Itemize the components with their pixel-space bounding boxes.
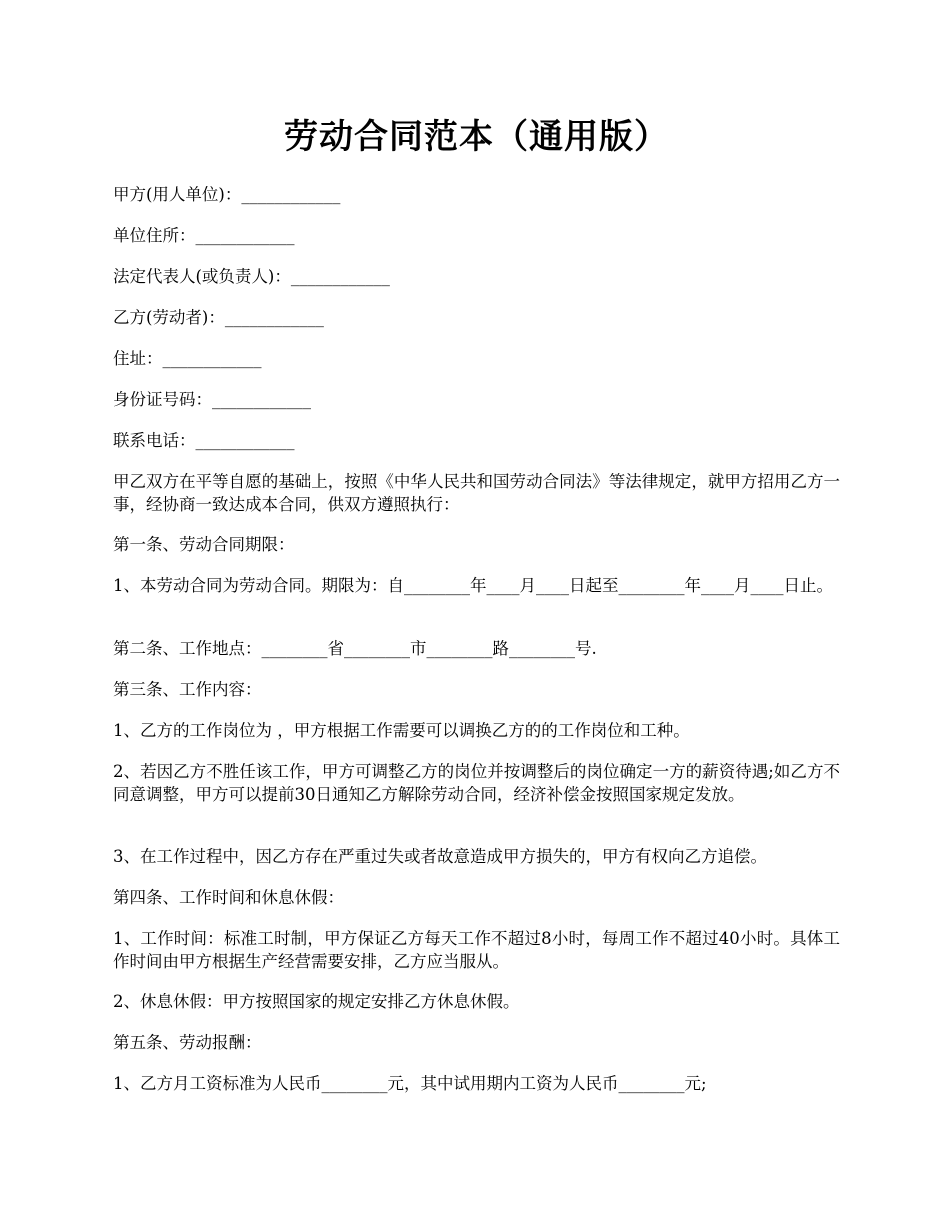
article-3-heading: 第三条、工作内容：	[113, 680, 262, 699]
article-3-clause-1: 1、乙方的工作岗位为 ，甲方根据工作需要可以调换乙方的的工作岗位和工种。	[113, 721, 690, 740]
document-title: 劳动合同范本（通用版）	[284, 117, 669, 157]
employee-address-line: 住址：____________	[113, 349, 262, 368]
article-3-clause-3: 3、在工作过程中，因乙方存在严重过失或者故意造成甲方损失的，甲方有权向乙方追偿。	[113, 847, 767, 866]
article-4-clause-2: 2、休息休假：甲方按照国家的规定安排乙方休息休假。	[113, 992, 520, 1011]
article-3-clause-2: 2、若因乙方不胜任该工作，甲方可调整乙方的岗位并按调整后的岗位确定一方的薪资待遇;如乙方不同意调整，甲方可以提前30日通知乙方解除劳动合同，经济补偿金按照国家规定发放。	[113, 762, 840, 804]
party-b-employee-line: 乙方(劳动者)：____________	[113, 308, 324, 327]
article-1-heading: 第一条、劳动合同期限：	[113, 535, 295, 554]
employer-address-line: 单位住所：____________	[113, 226, 295, 245]
legal-representative-line: 法定代表人(或负责人)：____________	[113, 267, 390, 286]
id-number-line: 身份证号码：____________	[113, 390, 311, 409]
article-5-heading: 第五条、劳动报酬：	[113, 1033, 262, 1052]
contact-phone-line: 联系电话：____________	[113, 431, 295, 450]
article-4-clause-1: 1、工作时间：标准工时制，甲方保证乙方每天工作不超过8小时，每周工作不超过40小时。具体工作时间由甲方根据生产经营需要安排，乙方应当服从。	[113, 929, 840, 971]
article-5-clause-1: 1、乙方月工资标准为人民币________元，其中试用期内工资为人民币________元;	[113, 1074, 707, 1093]
preamble-paragraph: 甲乙双方在平等自愿的基础上，按照《中华人民共和国劳动合同法》等法律规定，就甲方招用乙方一事，经协商一致达成本合同，供双方遵照执行：	[113, 472, 840, 514]
party-a-employer-line: 甲方(用人单位)：____________	[113, 185, 341, 204]
article-2-heading: 第二条、工作地点：________省________市________路________号.	[113, 639, 597, 658]
article-4-heading: 第四条、工作时间和休息休假：	[113, 888, 344, 907]
article-1-clause-1: 1、本劳动合同为劳动合同。期限为：自________年____月____日起至________年____月____日止。	[113, 576, 833, 595]
